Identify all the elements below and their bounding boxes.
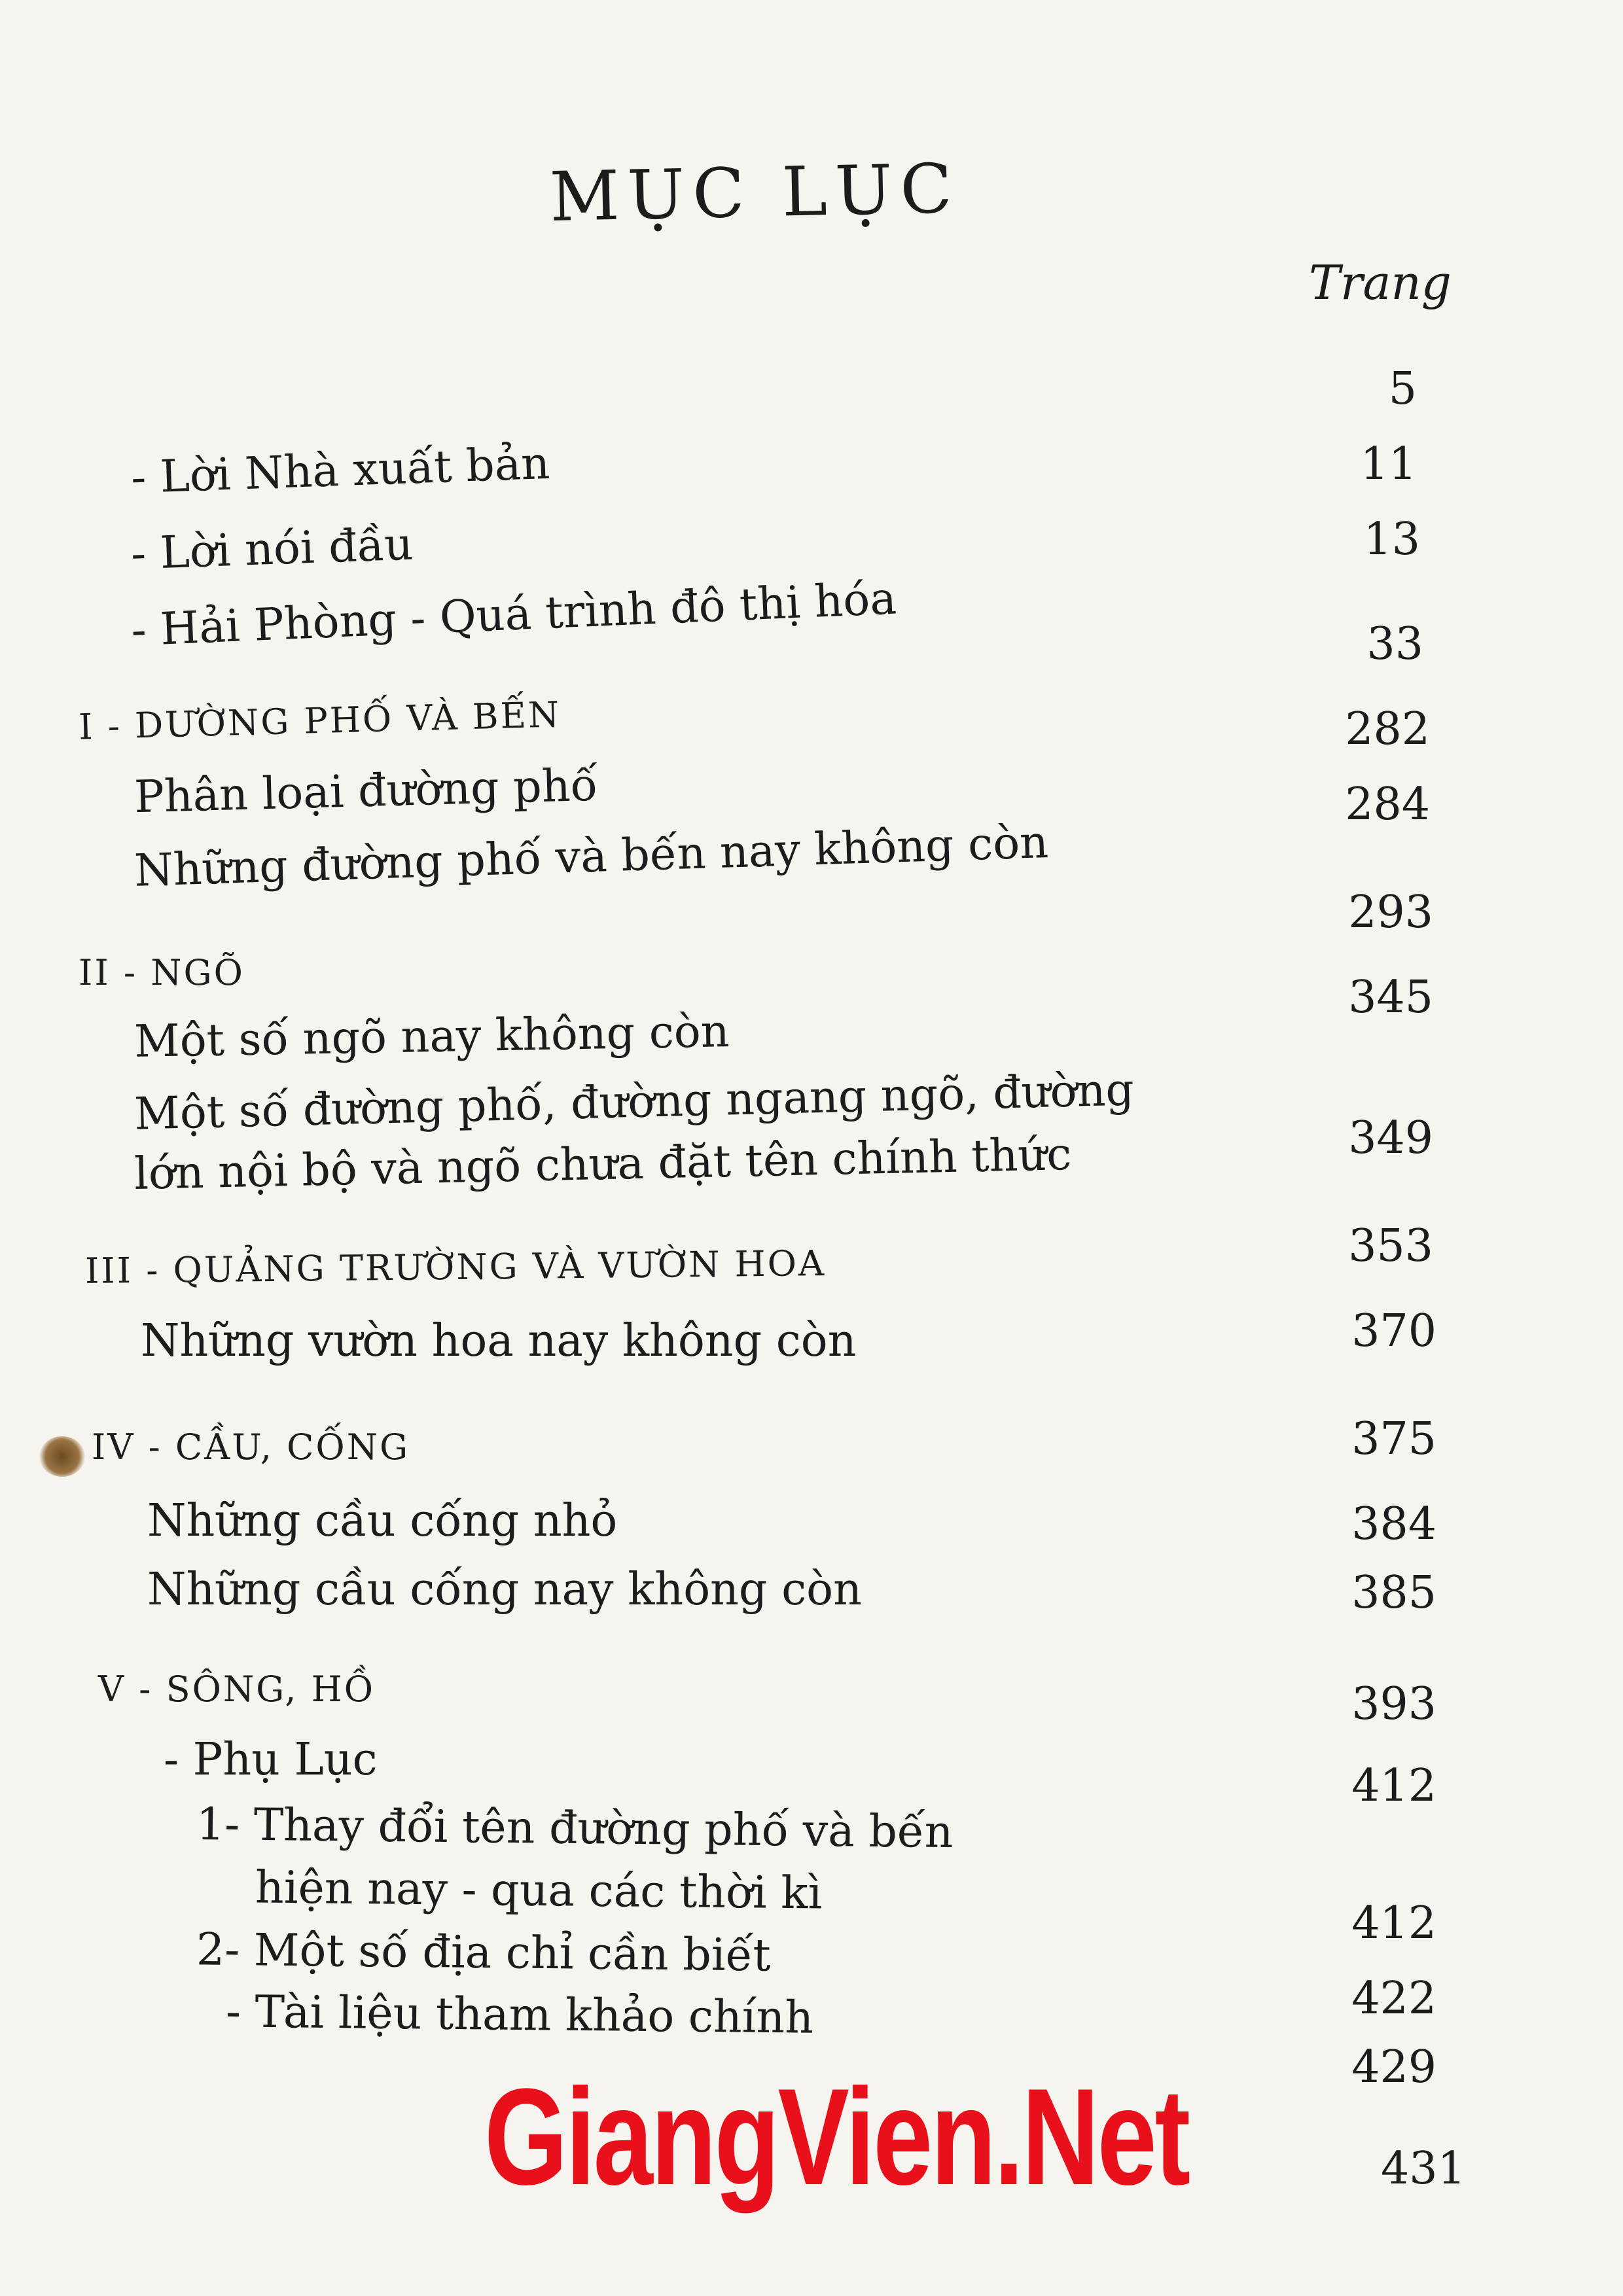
page-number: 11 xyxy=(1360,438,1417,490)
page-number: 284 xyxy=(1345,779,1430,830)
section-heading: IV - CẦU, CỐNG xyxy=(92,1426,410,1468)
section-heading: III - QUẢNG TRƯỜNG VÀ VƯỜN HOA xyxy=(84,1243,827,1292)
page-number: 5 xyxy=(1388,363,1417,415)
page-column-header: Trang xyxy=(1309,255,1452,310)
page-number: 370 xyxy=(1351,1305,1436,1357)
page-number: 345 xyxy=(1348,972,1433,1023)
section-heading: V - SÔNG, HỒ xyxy=(98,1669,375,1710)
page-number: 13 xyxy=(1363,514,1420,565)
page-number: 375 xyxy=(1351,1413,1436,1465)
toc-entry: Những cầu cống nay không còn xyxy=(147,1564,862,1616)
toc-entry: Một số ngõ nay không còn xyxy=(134,1006,730,1068)
page-number: 293 xyxy=(1348,887,1433,938)
toc-entry: Phân loại đường phố xyxy=(134,759,599,824)
watermark-logo: GiangVien.Net xyxy=(484,2060,1188,2214)
toc-entry: - Tài liệu tham khảo chính xyxy=(225,1986,814,2044)
page-number: 412 xyxy=(1351,1898,1436,1949)
toc-entry: Những vườn hoa nay không còn xyxy=(141,1315,857,1367)
page-number: 353 xyxy=(1348,1220,1433,1272)
page-number: 385 xyxy=(1351,1567,1436,1619)
page-number: 282 xyxy=(1345,703,1430,755)
toc-entry: Những đường phố và bến nay không còn xyxy=(134,817,1050,897)
section-heading: I - DƯỜNG PHỐ VÀ BẾN xyxy=(78,694,562,748)
page-number: 33 xyxy=(1366,618,1423,670)
toc-entry: - Hải Phòng - Quá trình đô thị hóa xyxy=(130,573,898,657)
toc-entry: - Phụ Lục xyxy=(164,1734,378,1786)
toc-entry: Một số đường phố, đường ngang ngõ, đường xyxy=(134,1064,1135,1140)
paper-stain xyxy=(39,1436,85,1477)
page-number: 422 xyxy=(1351,1973,1436,2024)
toc-entry: lớn nội bộ và ngõ chưa đặt tên chính thức xyxy=(134,1129,1073,1200)
toc-entry: - Lời Nhà xuất bản xyxy=(130,437,551,504)
page-number: 384 xyxy=(1351,1498,1436,1550)
toc-entry: hiện nay - qua các thời kì xyxy=(255,1862,823,1920)
page-number: 393 xyxy=(1351,1678,1436,1730)
toc-entry: - Lời nói đầu xyxy=(130,518,414,580)
page-number: 429 xyxy=(1351,2041,1436,2093)
toc-entry: 1- Thay đổi tên đường phố và bến xyxy=(196,1798,954,1859)
page-number: 349 xyxy=(1348,1112,1433,1164)
toc-entry: Những cầu cống nhỏ xyxy=(147,1495,618,1547)
page-title: MỤC LỤC xyxy=(548,148,961,237)
page-number-bottom: 431 xyxy=(1381,2143,1466,2195)
toc-entry: 2- Một số địa chỉ cần biết xyxy=(196,1924,772,1982)
section-heading: II - NGÕ xyxy=(79,952,245,993)
page-number: 412 xyxy=(1351,1760,1436,1812)
